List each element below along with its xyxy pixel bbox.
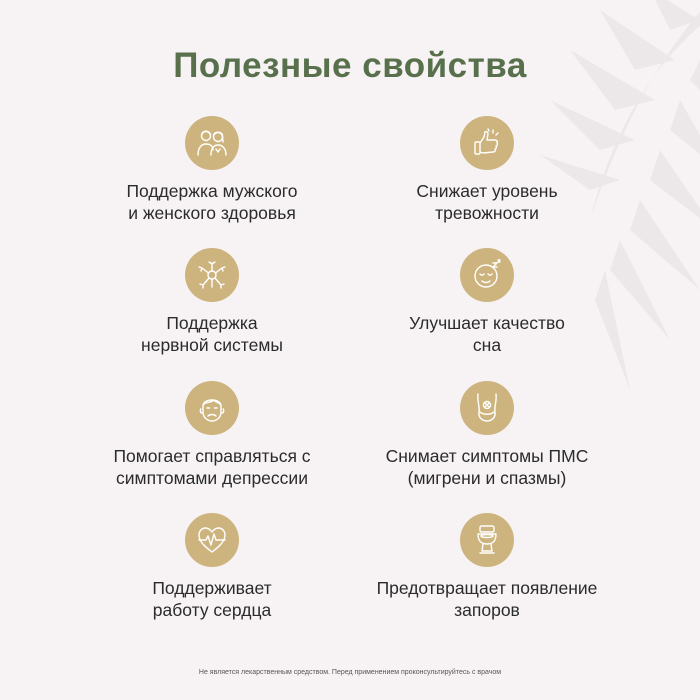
page-title: Полезные свойства (173, 46, 527, 85)
abdomen-icon (460, 381, 514, 435)
benefit-item (52, 116, 372, 224)
couple-icon (185, 116, 239, 170)
benefit-label: Снижает уровень тревожности (416, 181, 558, 223)
thumbs-up-icon (460, 116, 514, 170)
face-icon (185, 381, 239, 435)
sleeping-face-icon (460, 248, 514, 302)
benefit-item (327, 248, 647, 356)
benefit-item (52, 513, 372, 621)
benefit-label: Поддерживает работу сердца (152, 578, 272, 620)
disclaimer-text: Не является лекарственным средством. Перед применением проконсультируйтесь с врачом (198, 669, 502, 676)
neuron-icon (185, 248, 239, 302)
benefit-label: Поддержка мужского и женского здоровья (126, 181, 298, 223)
toilet-icon (460, 513, 514, 567)
benefit-label: Помогает справляться с симптомами депрессии (113, 446, 311, 488)
benefit-item (52, 381, 372, 489)
benefit-item (327, 381, 647, 489)
benefit-item (52, 248, 372, 356)
benefit-item (327, 116, 647, 224)
benefit-label: Снимает симптомы ПМС (мигрени и спазмы) (385, 446, 589, 488)
heart-pulse-icon (185, 513, 239, 567)
benefit-item (327, 513, 647, 621)
benefit-label: Предотвращает появление запоров (376, 578, 598, 620)
benefit-label: Улучшает качество сна (409, 313, 565, 355)
benefit-label: Поддержка нервной системы (141, 313, 283, 355)
